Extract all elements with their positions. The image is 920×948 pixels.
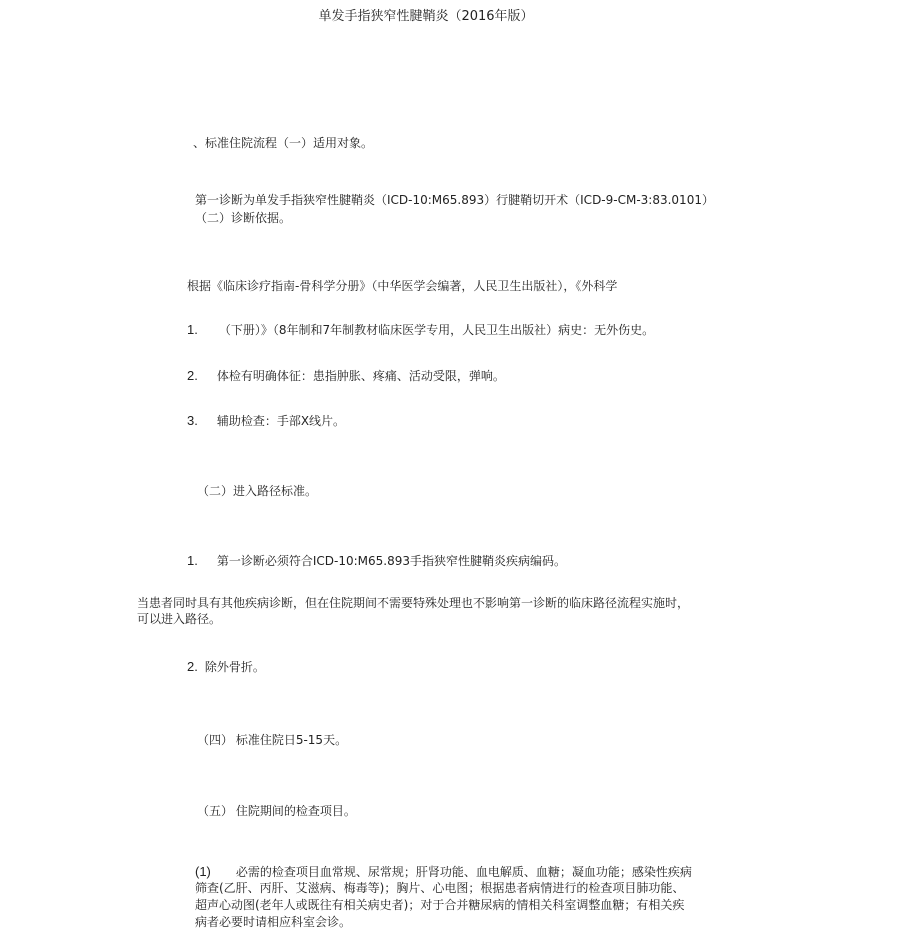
section-label: （四） [197, 733, 234, 747]
diagnosis-basis-heading: （二）诊断依据。 [195, 211, 292, 225]
section-heading-standard-process: 、标准住院流程（一）适用对象。 [193, 136, 374, 150]
path-item [187, 658, 265, 676]
section-text: 标准住院日5-15天。 [235, 733, 348, 747]
exam-item [195, 863, 692, 881]
section-heading-entry-criteria: （二）进入路径标准。 [197, 484, 318, 498]
item-text: 体检有明确体征：患指肿胀、疼痛、活动受限，弹响。 [216, 369, 505, 383]
applicable-object-line: 第一诊断为单发手指狭窄性腱鞘炎（ICD-10:M65.893）行腱鞘切开术（ICD-9-CM-3:83.0101） [195, 193, 714, 207]
item-number: (1) [195, 864, 211, 879]
item-number: 3. [187, 413, 198, 428]
document-title: 单发手指狭窄性腱鞘炎（2016年版） [318, 9, 534, 24]
item-text: 必需的检查项目血常规、尿常规；肝肾功能、血电解质、血糖；凝血功能；感染性疾病 [235, 865, 692, 879]
comorbidity-line: 可以进入路径。 [137, 612, 222, 626]
diagnosis-item [187, 412, 345, 430]
item-number: 2. [187, 659, 198, 674]
exam-item-line: 病者必要时请相应科室会诊。 [195, 915, 352, 929]
section-text: 住院期间的检查项目。 [235, 804, 356, 818]
item-number: 1. [187, 553, 198, 568]
path-item [187, 552, 566, 570]
exam-item-line: 超声心动图(老年人或既往有相关病史者)；对于合并糖尿病的情相关科室调整血糖；有相关疾 [195, 898, 685, 912]
comorbidity-line: 当患者同时具有其他疾病诊断，但在住院期间不需要特殊处理也不影响第一诊断的临床路径流程实施时， [137, 596, 690, 610]
item-number: 2. [187, 368, 198, 383]
item-number: 1. [187, 322, 198, 337]
basis-reference-line: 根据《临床诊疗指南-骨科学分册》（中华医学会编著，人民卫生出版社），《外科学 [187, 279, 618, 293]
diagnosis-item [187, 367, 505, 385]
item-text: 除外骨折。 [204, 660, 265, 674]
exam-item-line: 筛查(乙肝、丙肝、艾滋病、梅毒等)；胸片、心电图；根据患者病情进行的检查项目肺功能、 [195, 881, 685, 895]
diagnosis-item [187, 321, 654, 339]
section-standard-stay [197, 732, 347, 749]
section-inpatient-exams [197, 803, 356, 820]
item-text: 第一诊断必须符合ICD-10:M65.893手指狭窄性腱鞘炎疾病编码。 [216, 554, 566, 568]
section-label: （五） [197, 804, 234, 818]
item-text: （下册）》（8年制和7年制教材临床医学专用，人民卫生出版社）病史：无外伤史。 [218, 323, 655, 337]
item-text: 辅助检查：手部X线片。 [216, 414, 346, 428]
